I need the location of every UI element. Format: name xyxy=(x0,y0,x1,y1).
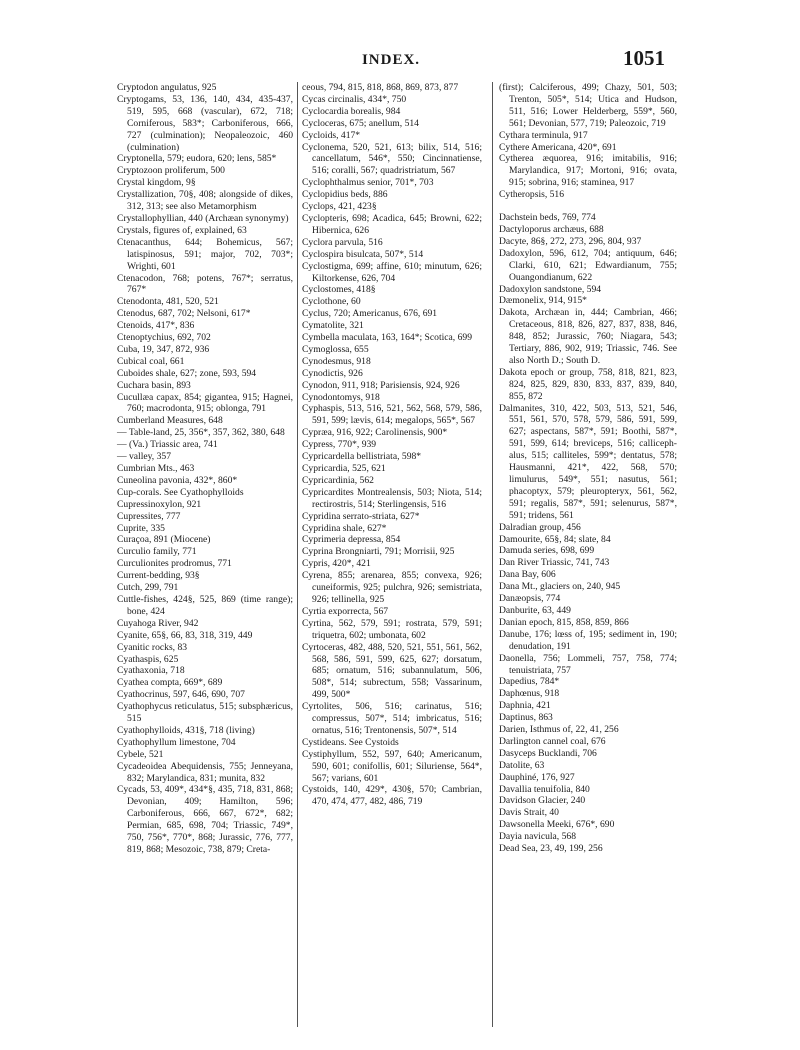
index-entry: Cyprimeria depressa, 854 xyxy=(302,534,401,546)
index-entry: ceous, 794, 815, 818, 868, 869, 873, 877 xyxy=(302,82,459,93)
index-entry: Cup-corals. See Cyathophylloids xyxy=(117,486,244,498)
index-entry: Curaçoa, 891 (Miocene) xyxy=(117,534,211,546)
index-entry: Cryptogams, 53, 136, 140, 434, 435-437, 519, 595, 668 (vascular), 672, 718; Corniferous, 583*; Carboniferous, 666, 727 (culmination); Neopaleozoic, 460 (culmination) xyxy=(117,93,293,153)
index-column-2 xyxy=(302,82,482,808)
index-entry: Cuneolina pavonia, 432*, 860* xyxy=(117,474,238,486)
index-entry: Cypricardinia, 562 xyxy=(302,474,374,486)
index-entry: Cryptozoon proliferum, 500 xyxy=(117,165,225,177)
index-entry: Cyanitic rocks, 83 xyxy=(117,641,188,653)
index-entry: Cuyahoga River, 942 xyxy=(117,617,199,629)
index-entry: — Table-land, 25, 356*, 357, 362, 380, 648 xyxy=(117,427,285,439)
page-title: INDEX. xyxy=(361,52,421,68)
index-entry: Cypricardella bellistriata, 598* xyxy=(302,451,422,463)
index-entry: Davidson Glacier, 240 xyxy=(499,795,586,807)
index-entry: Cycadeoidea Abequidensis, 755; Jenneyana, 832; Marylandica, 831; munita, 832 xyxy=(117,760,293,784)
index-entry: Dalradian group, 456 xyxy=(499,521,581,533)
index-entry: Crystallophyllian, 440 (Archæan synonymy) xyxy=(117,212,289,224)
index-entry: Danburite, 63, 449 xyxy=(499,604,571,616)
index-entry: Cyrtina, 562, 579, 591; rostrata, 579, 591; triquetra, 602; umbonata, 602 xyxy=(302,617,482,641)
index-entry: Cyathophylloids, 431§, 718 (living) xyxy=(117,724,255,736)
index-entry: Cytherea æquorea, 916; imitabilis, 916; Marylandica, 917; Mortoni, 916; ovata, 915; sobrina, 916; staminea, 917 xyxy=(499,153,677,189)
index-entry: Cyathophyllum limestone, 704 xyxy=(117,736,236,748)
index-entry: Cyrena, 855; arenarea, 855; convexa, 926; cuneiformis, 925; pulchra, 926; semistriata, 926; tellinella, 925 xyxy=(302,570,482,605)
index-entry: Cryptodon angulatus, 925 xyxy=(117,82,217,93)
index-entry: Dactyloporus archæus, 688 xyxy=(499,223,604,235)
page-number: 1051 xyxy=(623,46,665,70)
index-entry: Dana Bay, 606 xyxy=(499,569,556,581)
index-entry: Cycloids, 417* xyxy=(302,129,361,141)
index-entry: Cyclospira bisulcata, 507*, 514 xyxy=(302,248,424,260)
index-entry: Dalmanites, 310, 422, 503, 513, 521, 546, 551, 561, 570, 578, 579, 586, 591, 599, 627; aspectans, 587*, 591; Boothi, 587*, 591, 599, 614; breviceps, 516; callicephalus, 515; calliteles, 599*; dentatus, 578; Hausmanni, 421*, 422, 568, 570; limulurus, 549*, 551; nasutus, 561; phacoptyx, 579; pleuropteryx, 561, 562, 591; regalis, 587*, 591; selenurus, 587*, 591; tridens, 561 xyxy=(499,402,677,521)
index-entry: Curculio family, 771 xyxy=(117,546,197,558)
index-entry: Cypridina shale, 627* xyxy=(302,522,387,534)
index-entry: Ctenodonta, 481, 520, 521 xyxy=(117,296,219,308)
index-entry: Cyclonema, 520, 521, 613; bilix, 514, 516; cancellatum, 546*, 550; Cincinnatiense, 516; coralli, 567; quadristriatum, 567 xyxy=(302,141,482,177)
index-entry: Dasyceps Bucklandi, 706 xyxy=(499,747,597,759)
index-column-1 xyxy=(117,82,293,856)
index-entry: Cynodontomys, 918 xyxy=(302,391,380,403)
index-entry: Cyclora parvula, 516 xyxy=(302,236,383,248)
index-entry: Dakota epoch or group, 758, 818, 821, 823, 824, 825, 829, 830, 833, 837, 839, 840, 855, 872 xyxy=(499,366,677,402)
index-entry: Cutch, 299, 791 xyxy=(117,582,179,594)
index-entry: Cucullæa capax, 854; gigantea, 915; Hagnei, 760; macrodonta, 915; oblonga, 791 xyxy=(117,391,293,415)
index-entry: Cythere Americana, 420*, 691 xyxy=(499,141,617,153)
index-entry: Dachstein beds, 769, 774 xyxy=(499,212,596,224)
index-entry: Cypridina serrato-striata, 627* xyxy=(302,510,420,522)
index-entry: Cumberland Measures, 648 xyxy=(117,415,223,427)
index-entry: Daphœnus, 918 xyxy=(499,688,560,700)
index-entry: Cycloceras, 675; anellum, 514 xyxy=(302,117,419,129)
index-entry: Cypræa, 916, 922; Carolinensis, 900* xyxy=(302,427,448,439)
index-entry: Cypricardites Montrealensis, 503; Niota, 514; rectirostris, 514; Sterlingensis, 516 xyxy=(302,486,482,510)
index-entry: Datolite, 63 xyxy=(499,759,545,771)
index-entry: Cyprina Brongniarti, 791; Morrisii, 925 xyxy=(302,546,455,558)
index-entry: Cypress, 770*, 939 xyxy=(302,439,377,451)
index-entry: Cyclopidius beds, 886 xyxy=(302,189,388,201)
index-entry: Cymatolite, 321 xyxy=(302,320,364,332)
index-entry: Cyclocardia borealis, 984 xyxy=(302,105,401,117)
index-entry: Cryptonella, 579; eudora, 620; lens, 585* xyxy=(117,153,277,165)
index-entry: Ctenodus, 687, 702; Nelsoni, 617* xyxy=(117,308,251,320)
index-entry: Cystideans. See Cystoids xyxy=(302,736,399,748)
index-entry: Cycads, 53, 409*, 434*§, 435, 718, 831, 868; Devonian, 409; Hamilton, 596; Carboniferous, 666, 667, 672*, 682; Permian, 685, 698, 704; Triassic, 749*, 750, 756*, 770*, 868; Jurassic, 776, 777, 819, 868; Mesozoic, 738, 879; Creta- xyxy=(117,784,293,855)
index-entry: Cyathocrinus, 597, 646, 690, 707 xyxy=(117,689,245,701)
index-entry: Daptinus, 863 xyxy=(499,712,553,724)
index-entry: Crystals, figures of, explained, 63 xyxy=(117,224,247,236)
index-entry: Cyanite, 65§, 66, 83, 318, 319, 449 xyxy=(117,629,253,641)
index-entry: Ctenoids, 417*, 836 xyxy=(117,320,195,332)
index-entry: Cuchara basin, 893 xyxy=(117,379,191,391)
index-entry: Cyrtoceras, 482, 488, 520, 521, 551, 561, 562, 568, 586, 591, 599, 625, 627; dorsatum, 685; ornatum, 516; subannulatum, 506, 508*, 514; subrectum, 558; Vassarinum, 499, 500* xyxy=(302,641,482,701)
index-entry: Cynodon, 911, 918; Parisiensis, 924, 926 xyxy=(302,379,460,391)
index-entry: Cyathaspis, 625 xyxy=(117,653,179,665)
index-entry: Cyclothone, 60 xyxy=(302,296,361,308)
index-entry: Cyclostomes, 418§ xyxy=(302,284,376,296)
index-entry: Cyathophycus reticulatus, 515; subsphæricus, 515 xyxy=(117,701,293,725)
index-entry: Cythara terminula, 917 xyxy=(499,129,588,141)
index-entry: Cyclostigma, 699; affine, 610; minutum, 626; Kiltorkense, 626, 704 xyxy=(302,260,482,284)
index-entry: Cyrtia exporrecta, 567 xyxy=(302,605,389,617)
index-entry: Cubical coal, 661 xyxy=(117,355,185,367)
index-entry: Darien, Isthmus of, 22, 41, 256 xyxy=(499,724,619,736)
index-entry: Ctenacanthus, 644; Bohemicus, 567; latispinosus, 591; major, 702, 703*; Wrighti, 601 xyxy=(117,236,293,272)
index-entry: Dakota, Archæan in, 444; Cambrian, 466; Cretaceous, 818, 826, 827, 837, 838, 846, 848, 852; Jurassic, 760; Niagara, 543; Tertiary, 886, 902, 919; Triassic, 746. See also North D.; South D. xyxy=(499,307,677,366)
index-entry: Cypricardia, 525, 621 xyxy=(302,463,386,474)
index-entry: Cyrtolites, 506, 516; carinatus, 516; compressus, 507*, 514; imbricatus, 516; ornatus, 516; Trentonensis, 507*, 514 xyxy=(302,701,482,736)
index-entry: Cyathea compta, 669*, 689 xyxy=(117,677,223,689)
index-entry: Cuba, 19, 347, 872, 936 xyxy=(117,343,210,355)
index-entry: Curculionites prodromus, 771 xyxy=(117,558,232,570)
index-entry: Cyclopteris, 698; Acadica, 645; Browni, 622; Hibernica, 626 xyxy=(302,212,482,236)
index-entry: Dæmonelix, 914, 915* xyxy=(499,295,587,307)
column-divider xyxy=(297,82,298,1027)
index-entry: Cystiphyllum, 552, 597, 640; Americanum, 590, 601; conifollis, 601; Siluriense, 564*, 567; varians, 601 xyxy=(302,748,482,784)
index-entry: Dead Sea, 23, 49, 199, 256 xyxy=(499,843,603,855)
index-entry: Cypris, 420*, 421 xyxy=(302,558,371,570)
index-entry: Danæopsis, 774 xyxy=(499,593,561,605)
index-entry: Dan River Triassic, 741, 743 xyxy=(499,557,610,569)
index-entry: Cyclophthalmus senior, 701*, 703 xyxy=(302,177,434,189)
index-entry: Daonella, 756; Lommeli, 757, 758, 774; tenuistriata, 757 xyxy=(499,652,677,676)
index-entry: Dadoxylon sandstone, 594 xyxy=(499,283,602,295)
index-entry: Cupressites, 777 xyxy=(117,510,181,522)
index-entry: Cystoids, 140, 429*, 430§, 570; Cambrian, 470, 474, 477, 482, 486, 719 xyxy=(302,784,482,808)
index-entry: Damuda series, 698, 699 xyxy=(499,545,595,557)
index-entry: Danube, 176; lœss of, 195; sediment in, 190; denudation, 191 xyxy=(499,628,677,652)
index-entry: Cuboides shale, 627; zone, 593, 594 xyxy=(117,367,257,379)
index-entry: Cynodesmus, 918 xyxy=(302,355,371,367)
index-entry: Cyathaxonia, 718 xyxy=(117,665,185,677)
index-entry: Ctenacodon, 768; potens, 767*; serratus, 767* xyxy=(117,272,293,296)
index-entry: Cymbella maculata, 163, 164*; Scotica, 699 xyxy=(302,332,472,344)
index-entry: — (Va.) Triassic area, 741 xyxy=(117,439,218,451)
index-entry: Cyclops, 421, 423§ xyxy=(302,201,377,213)
index-entry: Current-bedding, 93§ xyxy=(117,570,200,582)
index-entry: Dawsonella Meeki, 676*, 690 xyxy=(499,819,615,831)
index-entry: Cupressinoxylon, 921 xyxy=(117,498,202,510)
index-entry: Ctenoptychius, 692, 702 xyxy=(117,332,211,344)
index-entry: Daphnia, 421 xyxy=(499,700,551,712)
index-entry: Crystallization, 70§, 408; alongside of dikes, 312, 313; see also Metamorphism xyxy=(117,189,293,213)
index-entry: Dapedius, 784* xyxy=(499,676,560,688)
index-entry: (first); Calciferous, 499; Chazy, 501, 503; Trenton, 505*, 514; Utica and Hudson, 511, 516; Lower Helderberg, 559*, 560, 561; Devonian, 577, 719; Paleozoic, 719 xyxy=(499,82,677,129)
index-entry: Cyclus, 720; Americanus, 676, 691 xyxy=(302,308,438,320)
section-gap xyxy=(499,201,677,212)
index-entry: Cymoglossa, 655 xyxy=(302,343,369,355)
index-entry: Crystal kingdom, 9§ xyxy=(117,177,196,189)
page-header xyxy=(117,46,665,72)
index-entry: Cynodictis, 926 xyxy=(302,367,363,379)
index-entry: Danian epoch, 815, 858, 859, 866 xyxy=(499,616,629,628)
index-entry: Darlington cannel coal, 676 xyxy=(499,735,606,747)
index-entry: Damourite, 65§, 84; slate, 84 xyxy=(499,533,611,545)
index-entry: Dauphiné, 176, 927 xyxy=(499,771,575,783)
index-entry: Dadoxylon, 596, 612, 704; antiquum, 646; Clarki, 610, 621; Edwardianum, 755; Ouangondianum, 622 xyxy=(499,247,677,283)
index-columns xyxy=(117,82,677,1032)
index-entry: Davallia tenuifolia, 840 xyxy=(499,783,590,795)
index-entry: Cuttle-fishes, 424§, 525, 869 (time range); bone, 424 xyxy=(117,593,293,617)
index-entry: Cuprite, 335 xyxy=(117,522,165,534)
index-entry: Dacyte, 86§, 272, 273, 296, 804, 937 xyxy=(499,235,642,247)
index-column-3 xyxy=(499,82,677,855)
column-divider xyxy=(492,82,493,1027)
index-entry: Cyphaspis, 513, 516, 521, 562, 568, 579, 586, 591, 599; lævis, 614; megalops, 565*, 567 xyxy=(302,403,482,427)
index-entry: Dayia navicula, 568 xyxy=(499,831,576,843)
index-entry: — valley, 357 xyxy=(117,451,171,463)
index-entry: Dana Mt., glaciers on, 240, 945 xyxy=(499,581,621,593)
index-entry: Cybele, 521 xyxy=(117,748,164,760)
index-entry: Cycas circinalis, 434*, 750 xyxy=(302,93,407,105)
index-entry: Cytheropsis, 516 xyxy=(499,189,565,201)
index-entry: Cumbrian Mts., 463 xyxy=(117,463,195,474)
index-entry: Davis Strait, 40 xyxy=(499,807,559,819)
